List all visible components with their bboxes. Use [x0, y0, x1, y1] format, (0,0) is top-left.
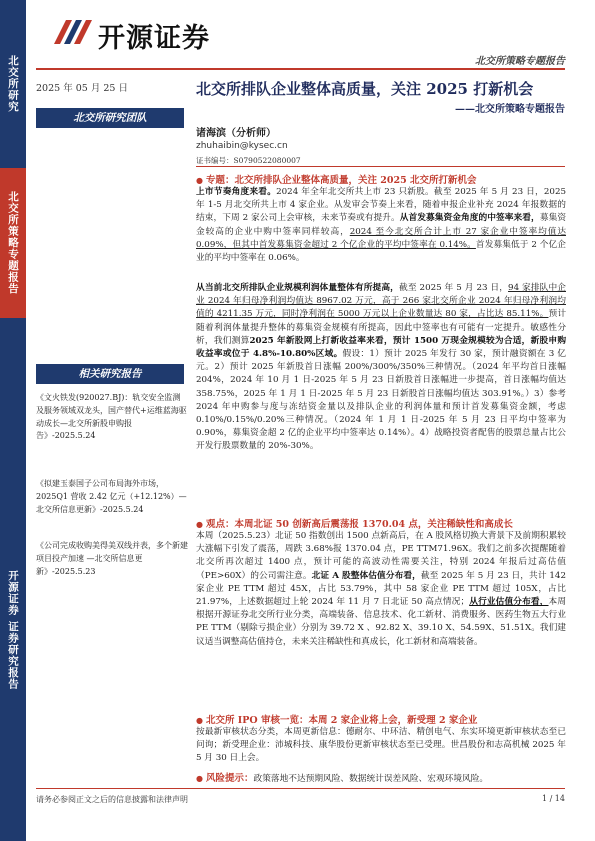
analyst-email[interactable]: zhuhaibin@kysec.cn [196, 141, 288, 151]
section-2-paragraph: 本周（2025.5.23）北证 50 指数创出 1500 点新高后，在 A 股风格切换大背景下及前期积累较大涨幅下引发了震荡，周跌 3.68%报 1370.04 点，PE TTM71.96X。我们之前多次提醒随着北交所再次超过 1400 点，预计可能的高波动性需要关注，特别 2024 年报后过高估值（PE>60X）的公司需注意。北证 A 股整体估值分布看，截至 2025 年 5 月 23 日，共计 142 家企业 PE TTM 超过 45X，占比 53.79%，其中 58 家企业 PE TTM 超过 105X，占比 21.97%，上述数据超过上轮 2024 年 11 月 7 日北证 50 高点情况；从行业估值分布看，本周根据开源证券北交所行业分类，高端装备、信息技术、化工新材、消费服务、医药生物五大行业 PE TTM（剔除亏损企业）分别为 39.72 X 、92.82 X、39.10 X、54.59X、51.51X。我们建议适当调整高估值持仓，未来关注稀缺性和真成长，化工新材和高端装备。 [196, 531, 567, 647]
sidebar-label-research: 北交所研究 [0, 0, 26, 168]
brand-logo-icon [52, 14, 96, 50]
header-report-type: 北交所策略专题报告 [475, 56, 565, 67]
team-label: 北交所研究团队 [36, 108, 184, 128]
risk-text: 政策落地不达预期风险、数据统计误差风险、宏观环境风险。 [253, 774, 489, 784]
bullet-icon: ● [196, 773, 203, 783]
report-title: 北交所排队企业整体高质量，关注 2025 打新机会 [196, 80, 534, 98]
section-1-paragraph-1: 上市节奏角度来看。2024 年全年北交所共上市 23 只新股。截至 2025 年 5 月 23 日，2025 年 1-5 月北交所共上市 4 家企业。从发审会节奏上来看，随着申报企业补充 2024 年报数据的结束，下周 2 家公司上会审核，未来节奏或有提升。从首发募集资金角度的中签率来看，募集资金较高的企业中购中签率同样较高，2024 至今北交所合计上市 27 家企业中签率均值达 0.09%，但其中首发募集资金超过 2 个亿企业的平均中签率在 0.14%。首发募集低于 2 个亿企业的平均中签率在 0.06%。 [196, 187, 567, 264]
page-number: 1 / 14 [541, 794, 565, 803]
bullet-icon: ● [196, 715, 203, 725]
analyst-cert: 证书编号：S0790522080007 [196, 156, 301, 165]
bullet-icon: ● [196, 519, 203, 529]
section-heading-2: ● 观点：本周北证 50 创新高后震荡报 1370.04 点，关注稀缺性和高成长 [196, 519, 513, 530]
brand-name: 开源证券 [98, 23, 210, 54]
related-report-item[interactable]: 《公司完成收购美得美双线并表，多个新建项目投产加速 —北交所信息更新》-2025.5.23 [36, 541, 188, 576]
analyst-divider [196, 166, 565, 167]
analyst-name: 诸海滨（分析师） [196, 128, 276, 139]
section-heading-1: ● 专题：北交所排队企业整体高质量，关注 2025 北交所打新机会 [196, 175, 477, 186]
section-3-paragraph: 按最新审核状态分类，本周更新信息：德耐尔、中环洁、精创电气、东实环境更新审核状态至已问询；新受理企业：沛城科技、康华股份更新审核状态至已受理。世昌股份和志高机械 2025 年 5 月 30 日上会。 [196, 727, 566, 764]
bullet-icon: ● [196, 175, 203, 185]
related-reports-label: 相关研究报告 [36, 364, 184, 384]
sidebar-label-report-type: 北交所策略专题报告 [0, 168, 26, 318]
related-report-item[interactable]: 《文火铁发(920027.BJ)：轨交安全监测及服务领域双龙头，国产替代+运维蓝海驱动成长—北交所新股申购报告》-2025.5.24 [36, 393, 187, 441]
sidebar-label-brand: 开源证券 证券研究报告 [0, 318, 26, 841]
section-heading-4: ● 风险提示：政策落地不达预期风险、数据统计误差风险、宏观环境风险。 [196, 773, 489, 784]
section-heading-3: ● 北交所 IPO 审核一览：本周 2 家企业将上会，新受理 2 家企业 [196, 715, 478, 726]
related-report-item[interactable]: 《拟建玉泰国子公司布局海外市场，2025Q1 营收 2.42 亿元（+12.12%）—北交所信息更新》-2025.5.24 [36, 479, 187, 514]
header-divider [36, 68, 565, 70]
section-1-paragraph-2: 从当前北交所排队企业规模利润体量整体有所提高，截至 2025 年 5 月 23 日，94 家排队中企业 2024 年归母净利润均值达 8967.02 万元，高于 266 家北交所企业 2024 年归母净利润均值的 4211.35 万元，同时净利润在 5000 万元以上企业数量达 80 家，占比达 85.11%。预计随着利润体量提升整体的募集资金规模有所提高，因此中签率也有可能有一定提升。敏感性分析，我们测算2025 年新股网上打新收益率来看，预计 1500 万现金规模较为合适，新股申购收益率或位于 4.8%-10.80%区域。假设：1）预计 2025 年发行 30 家，预计融资额在 3 亿元。2）预计 2025 年新股首日涨幅 200%/300%/350%三种情况。（2024 年平均首日涨幅 204%，2024 年 10 月 1 日-2025 年 5 月 23 日新股首日涨幅进一步提高，首日涨幅均值达 358.75%，2025 年 1 月 1 日-2025 年 5 月 23 日新股首日涨幅均值达 303.91%。）3）参考 2024 年申购参与度与冻结资金量以及排队企业的利润体量和预计首发募集资金额，考虑 0.10%/0.15%/0.20%三种情况。（2024 年 1 月 1 日-2025 年 5 月 23 日平均中签率为 0.90%，募集资金超 2 亿的企业平均中签率达 0.14%）。4）战略投资者配售的股票总量占比公开发行股票数量的 20%-30%。 [196, 283, 567, 452]
report-date: 2025 年 05 月 25 日 [36, 83, 128, 94]
footer-disclaimer: 请务必参阅正文之后的信息披露和法律声明 [36, 795, 188, 804]
footer-divider [36, 788, 565, 789]
report-subtitle: ——北交所策略专题报告 [455, 104, 565, 115]
left-sidebar [0, 0, 26, 841]
